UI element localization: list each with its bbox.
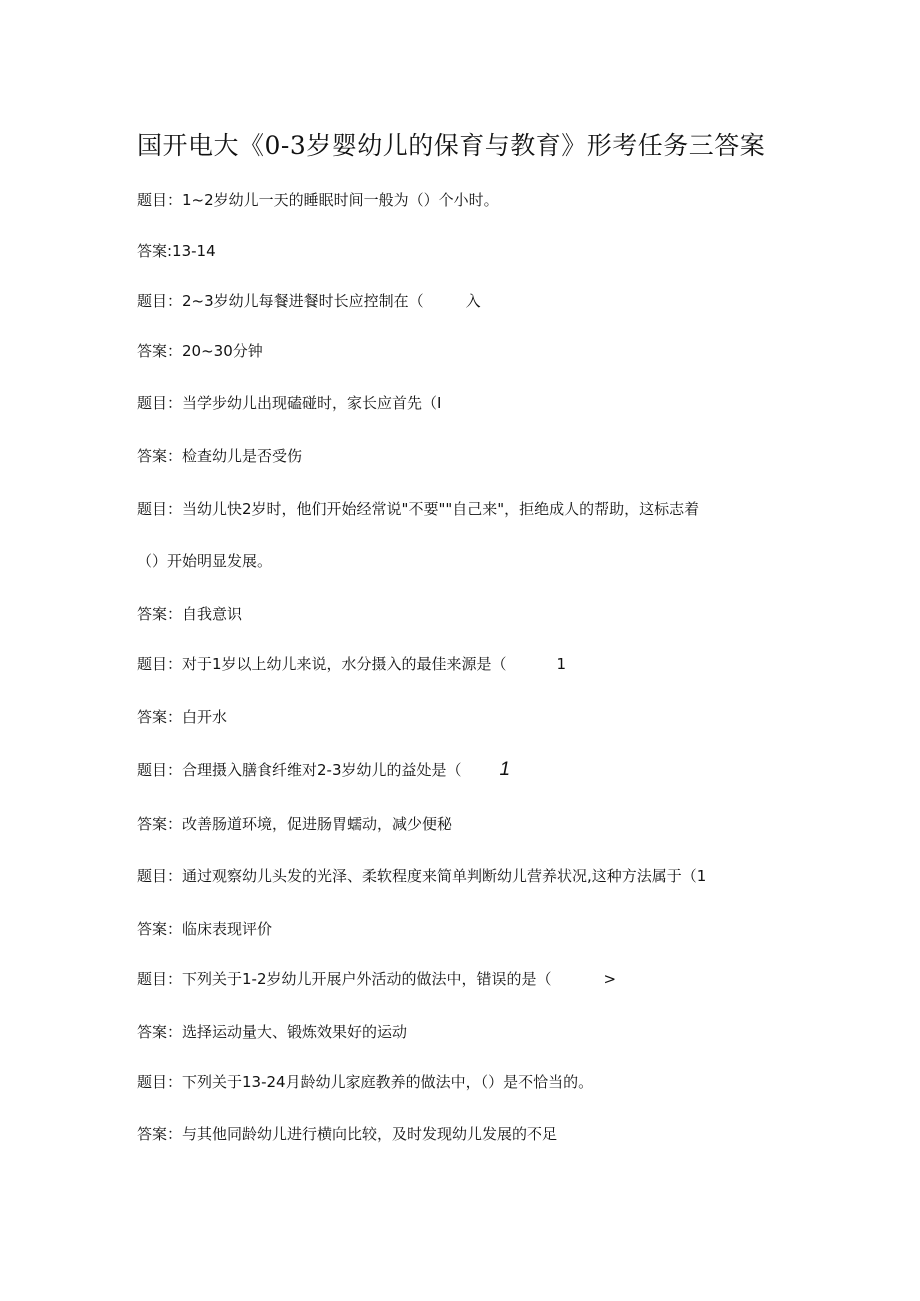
question-1 bbox=[137, 190, 499, 210]
document-title: 国开电大《0-3岁婴幼儿的保育与教育》形考任务三答案 bbox=[137, 131, 766, 160]
question-1-text: 题目：1~2岁幼儿一天的睡眠时间一般为（）个小时。 bbox=[137, 191, 499, 209]
question-2 bbox=[137, 291, 481, 311]
answer-2: 答案：20~30分钟 bbox=[137, 342, 263, 360]
answer-1: 答案:13-14 bbox=[137, 242, 216, 260]
question-6 bbox=[137, 760, 510, 780]
answer-6: 答案：改善肠道环境，促进肠胃蠕动，减少便秘 bbox=[137, 815, 453, 833]
answer-9: 答案：与其他同龄幼儿进行横向比较，及时发现幼儿发展的不足 bbox=[137, 1125, 558, 1143]
question-9-text: 题目：下列关于13-24月龄幼儿家庭教养的做法中，（）是不恰当的。 bbox=[137, 1073, 594, 1091]
question-4 bbox=[137, 499, 699, 519]
question-6-tail: 1 bbox=[499, 759, 511, 780]
question-8 bbox=[137, 969, 616, 989]
question-8-text: 题目：下列关于1-2岁幼儿开展户外活动的做法中，错误的是（ bbox=[137, 970, 552, 988]
question-2-tail: 入 bbox=[465, 292, 481, 310]
question-4-text: 题目：当幼儿快2岁时，他们开始经常说"不要""自己来"，拒绝成人的帮助，这标志着 bbox=[137, 500, 700, 518]
question-5-text: 题目：对于1岁以上幼儿来说，水分摄入的最佳来源是（ bbox=[137, 655, 507, 673]
question-3 bbox=[137, 393, 441, 413]
answer-7: 答案：临床表现评价 bbox=[137, 920, 273, 938]
answer-8: 答案：选择运动量大、锻炼效果好的运动 bbox=[137, 1023, 408, 1041]
question-5-tail: 1 bbox=[556, 655, 567, 673]
question-4-continued: （）开始明显发展。 bbox=[137, 552, 273, 570]
question-6-text: 题目：合理摄入膳食纤维对2-3岁幼儿的益处是（ bbox=[137, 761, 462, 779]
question-7 bbox=[137, 866, 706, 886]
question-3-text: 题目：当学步幼儿出现磕碰时，家长应首先（I bbox=[137, 394, 442, 412]
question-9 bbox=[137, 1072, 593, 1092]
answer-5: 答案：白开水 bbox=[137, 708, 228, 726]
question-8-tail: > bbox=[603, 970, 617, 988]
answer-3: 答案：检查幼儿是否受伤 bbox=[137, 447, 303, 465]
answer-4: 答案：自我意识 bbox=[137, 605, 243, 623]
question-2-text: 题目：2~3岁幼儿每餐进餐时长应控制在（ bbox=[137, 292, 424, 310]
question-7-text: 题目：通过观察幼儿头发的光泽、柔软程度来简单判断幼儿营养状况,这种方法属于（1 bbox=[137, 867, 707, 885]
question-5 bbox=[137, 654, 566, 674]
